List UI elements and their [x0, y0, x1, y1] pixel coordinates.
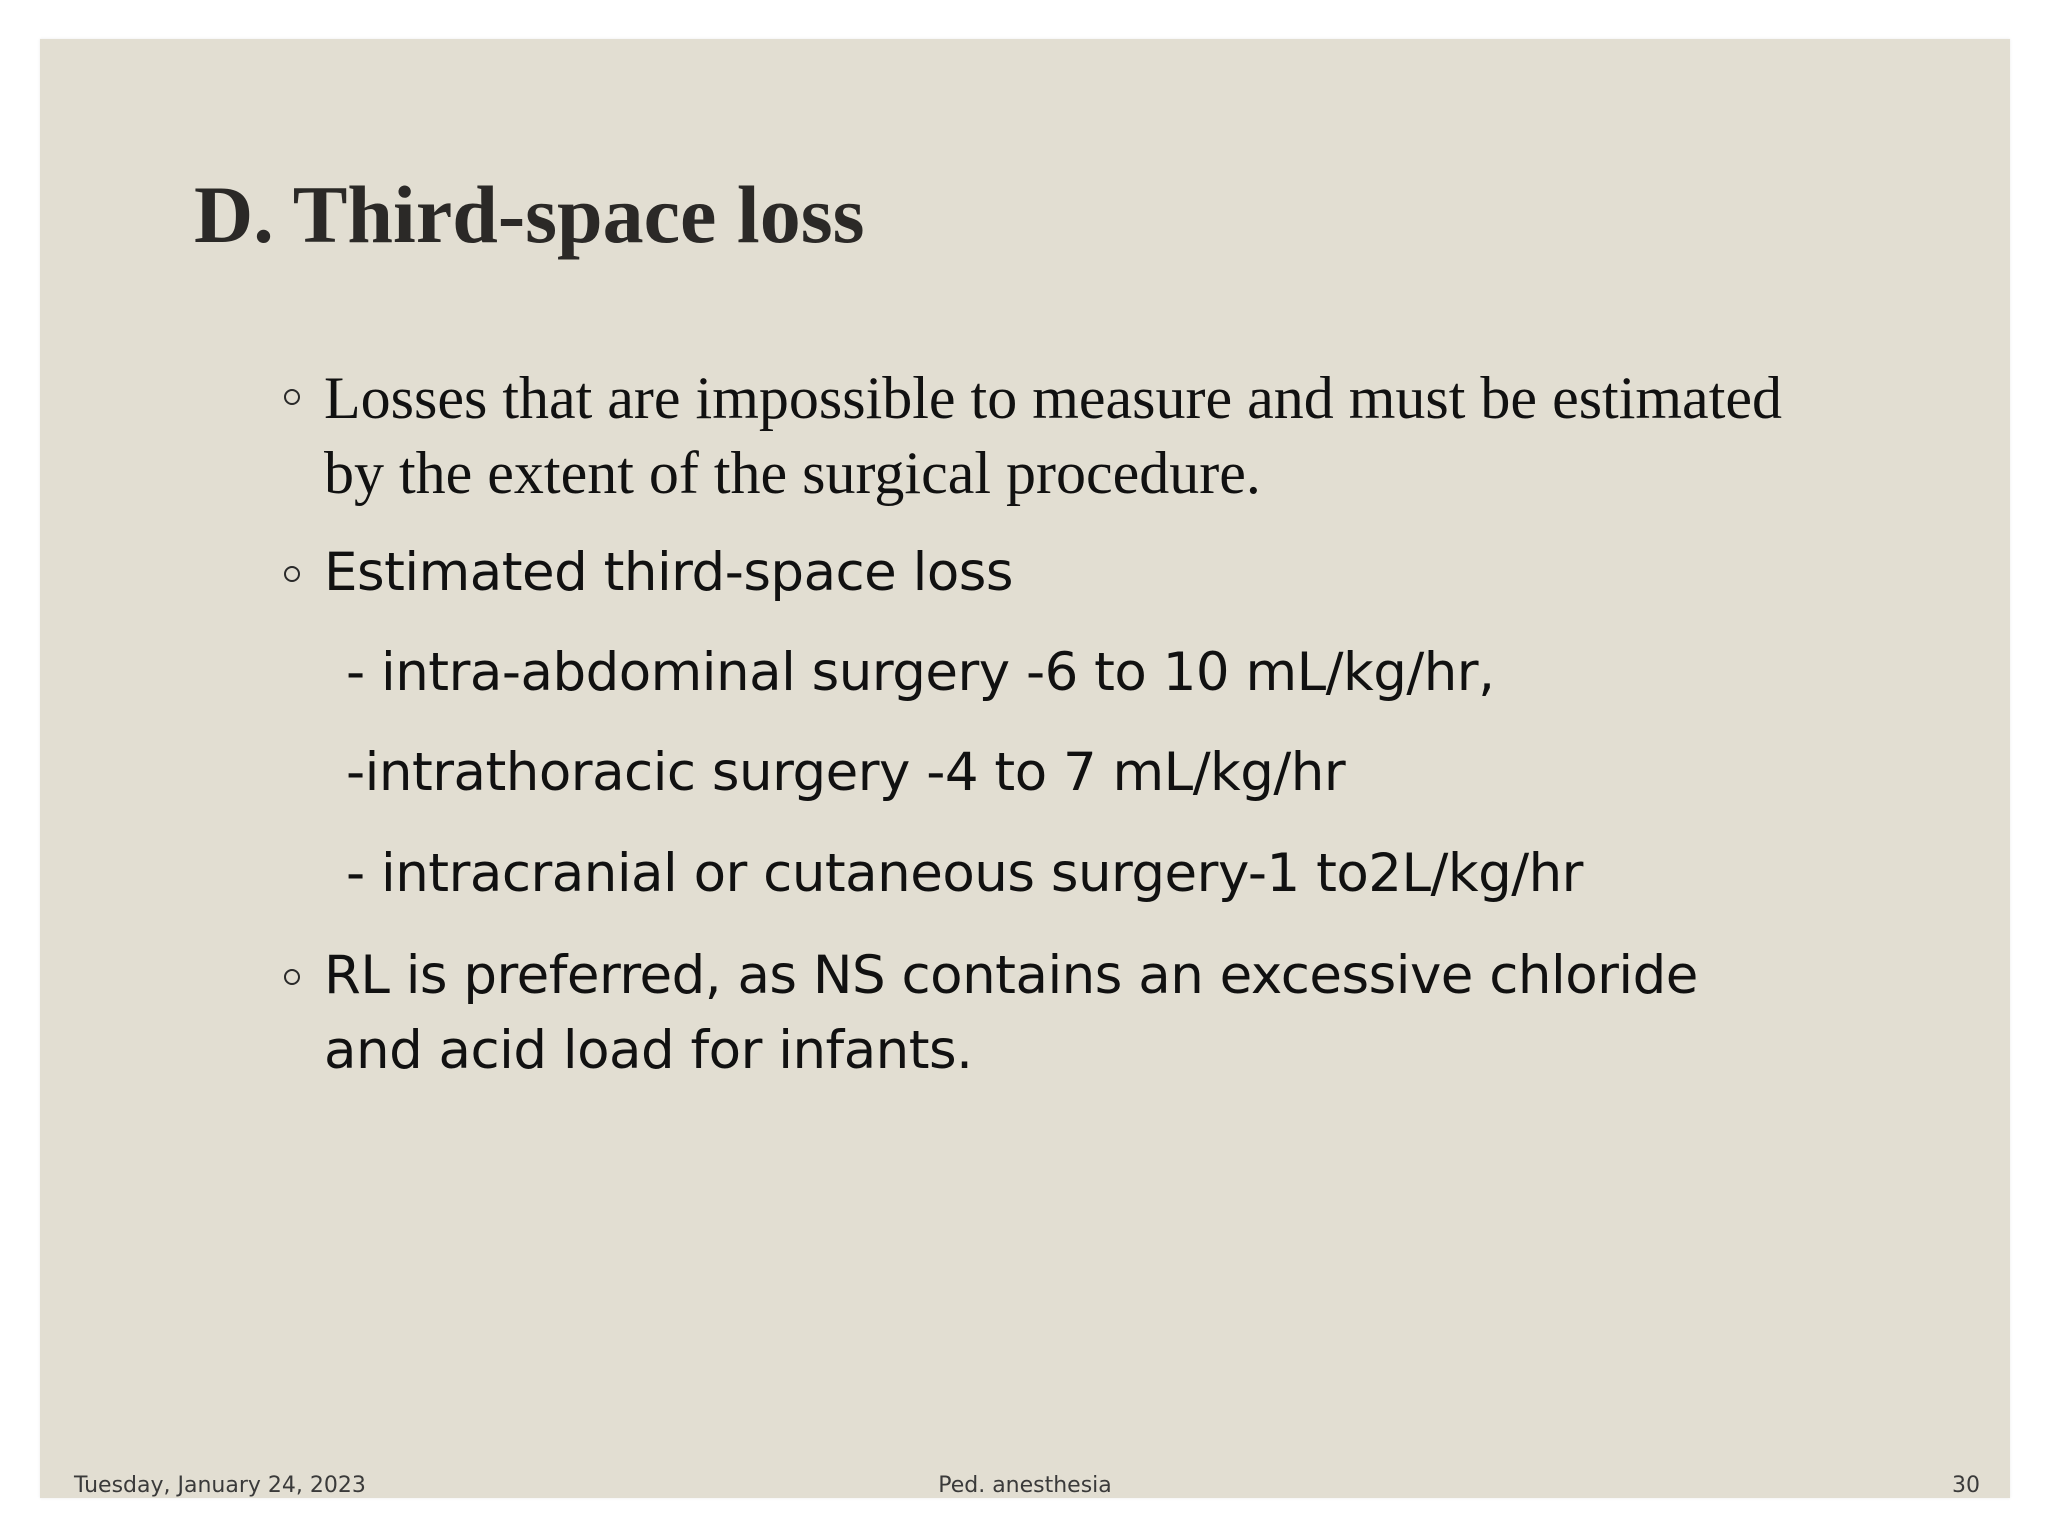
bullet-text-line: Losses that are impossible to measure and must be estimated — [324, 365, 1782, 431]
bullet-circle-icon — [284, 969, 300, 985]
sub-item-intracranial: - intracranial or cutaneous surgery-1 to2L/kg/hr — [346, 843, 1583, 904]
bullet-text-line: Estimated third-space loss — [324, 542, 1014, 603]
footer-date: Tuesday, January 24, 2023 — [74, 1473, 366, 1498]
footer-title: Ped. anesthesia — [938, 1473, 1112, 1498]
sub-item-intrathoracic: -intrathoracic surgery -4 to 7 mL/kg/hr — [346, 742, 1346, 803]
bullet-circle-icon — [284, 389, 300, 405]
bullet-circle-icon — [284, 566, 300, 582]
bullet-text-line: and acid load for infants. — [324, 1020, 973, 1081]
sub-item-intra-abdominal: - intra-abdominal surgery -6 to 10 mL/kg/hr, — [346, 642, 1495, 703]
bullet-text-line: by the extent of the surgical procedure. — [324, 440, 1261, 506]
slide-title: D. Third-space loss — [194, 169, 865, 260]
slide — [40, 39, 2010, 1498]
slide-number: 30 — [1952, 1473, 1980, 1498]
bullet-text-line: RL is preferred, as NS contains an excessive chloride — [324, 945, 1698, 1006]
